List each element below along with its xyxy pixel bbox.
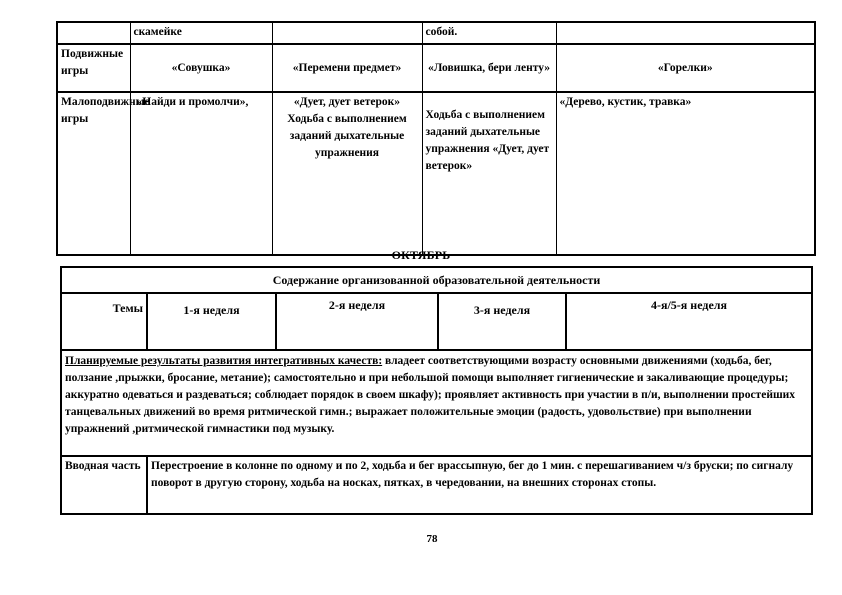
week-4-5-header: 4-я/5-я неделя xyxy=(566,293,812,350)
table-row xyxy=(61,293,812,350)
intro-part-text: Перестроение в колонне по одному и по 2, ходьба и бег врассыпную, бег до 1 мин. с перешагиванием ч/з бруски; по сигналу поворот в другую сторону, ходьба на носках, пятках, в чередовании, на внешних сторонах стопы. xyxy=(147,456,812,514)
table-cell: «Ловишка, бери ленту» xyxy=(422,44,556,92)
row-label-mobile-games: Подвижные игры xyxy=(57,44,130,92)
table-row xyxy=(61,267,812,293)
october-plan-table xyxy=(60,266,813,515)
row-label-low-mobility-games: Малоподвижные игры xyxy=(57,92,130,255)
table-cell xyxy=(272,22,422,44)
intro-part-label: Вводная часть xyxy=(61,456,147,514)
table-cell xyxy=(556,22,815,44)
month-title: ОКТЯБРЬ xyxy=(391,248,451,262)
table-cell: собой. xyxy=(422,22,556,44)
planned-results-text: владеет соответствующими возрасту основными движениями (ходьба, бег, ползание ,прыжки, бросание, метание); самостоятельно и при небольшой помощи выполняет гигиенические и закаливающие процедуры; аккуратно одеваться и раздеваться; соблюдает порядок в своем шкафу); проявляет активность при участии в п/и, выполнении простейших танцевальных движений во время ритмической гимн.; выражает положительные эмоции (радость, удовольствие) при выполнении упражнений ,ритмической гимнастики под музыку. xyxy=(65,355,796,435)
games-table xyxy=(56,21,816,256)
page-number: 78 xyxy=(426,533,438,545)
table-row xyxy=(57,44,815,92)
topic-label: Темы xyxy=(61,293,147,350)
table-cell: Ходьба с выполнением заданий дыхательные упражнения «Дует, дует ветерок» xyxy=(422,92,556,255)
table-cell: «Перемени предмет» xyxy=(272,44,422,92)
table-cell xyxy=(57,22,130,44)
table-cell: «Горелки» xyxy=(556,44,815,92)
table-cell: «Найди и промолчи», xyxy=(130,92,272,255)
table-header: Содержание организованной образовательной деятельности xyxy=(61,267,812,293)
planned-results-cell xyxy=(61,350,812,456)
table-row xyxy=(61,456,812,514)
table-cell: «Дует, дует ветерок» Ходьба с выполнением заданий дыхательные упражнения xyxy=(272,92,422,255)
table-row xyxy=(57,22,815,44)
week-1-header: 1-я неделя xyxy=(147,293,276,350)
table-cell: скамейке xyxy=(130,22,272,44)
table-row xyxy=(57,92,815,255)
planned-results-lead: Планируемые результаты развития интегративных качеств: xyxy=(65,355,383,367)
week-3-header: 3-я неделя xyxy=(438,293,566,350)
table-cell: «Совушка» xyxy=(130,44,272,92)
week-2-header: 2-я неделя xyxy=(276,293,438,350)
table-row xyxy=(61,350,812,456)
table-cell: «Дерево, кустик, травка» xyxy=(556,92,815,255)
